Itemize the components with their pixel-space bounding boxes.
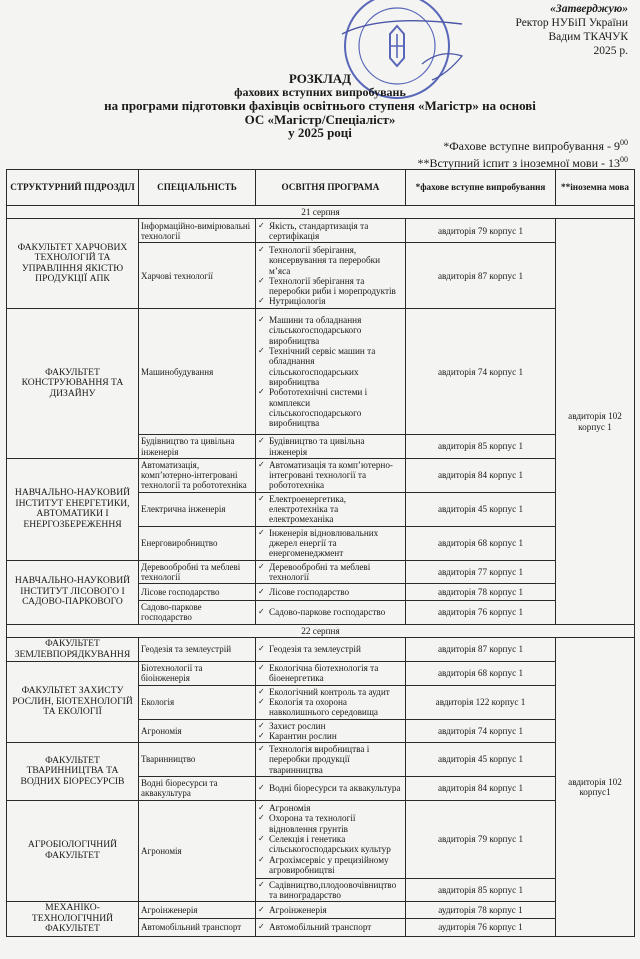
room-cell: аудиторія 78 корпус 1 bbox=[406, 902, 556, 919]
header-foreign-language: **іноземна мова bbox=[556, 170, 635, 206]
room-cell: авдиторія 84 корпус 1 bbox=[406, 777, 556, 801]
program-item: ✓ Водні біоресурси та аквакультура bbox=[258, 783, 403, 793]
program-cell bbox=[256, 800, 406, 878]
program-item: ✓ Агрономія bbox=[258, 803, 403, 813]
room-cell: авдиторія 79 корпус 1 bbox=[406, 219, 556, 243]
specialty-cell: Харчові технології bbox=[139, 243, 256, 309]
room-cell: авдиторія 68 корпус 1 bbox=[406, 662, 556, 686]
program-cell bbox=[256, 878, 406, 902]
program-item: ✓ Автомобільний транспорт bbox=[258, 922, 403, 932]
program-cell bbox=[256, 560, 406, 584]
room-cell: авдиторія 45 корпус 1 bbox=[406, 743, 556, 777]
program-item: ✓ Садово-паркове господарство bbox=[258, 607, 403, 617]
specialty-cell: Тваринництво bbox=[139, 743, 256, 777]
document-subtitle-1: фахових вступних випробувань bbox=[234, 84, 406, 99]
program-item: ✓ Агроінженерія bbox=[258, 905, 403, 915]
program-cell bbox=[256, 719, 406, 743]
specialty-cell: Інформаційно-вимірювальні технології bbox=[139, 219, 256, 243]
table-row bbox=[7, 662, 635, 686]
specialty-cell: Деревообробні та меблеві технології bbox=[139, 560, 256, 584]
program-item: ✓ Екологічна біотехнологія та біоенергетика bbox=[258, 663, 403, 684]
faculty-cell: НАВЧАЛЬНО-НАУКОВИЙ ІНСТИТУТ ЛІСОВОГО І САДОВО-ПАРКОВОГО bbox=[7, 560, 139, 624]
program-item: ✓ Інженерія відновлювальних джерел енергії та енергоменеджмент bbox=[258, 528, 403, 559]
program-item: ✓ Екологія та охорона навколишнього середовища bbox=[258, 697, 403, 718]
faculty-cell: ФАКУЛЬТЕТ КОНСТРУЮВАННЯ ТА ДИЗАЙНУ bbox=[7, 309, 139, 459]
program-cell bbox=[256, 601, 406, 625]
faculty-cell: ФАКУЛЬТЕТ ЗАХИСТУ РОСЛИН, БІОТЕХНОЛОГІЙ ТА ЕКОЛОГІЇ bbox=[7, 662, 139, 743]
program-item: ✓ Карантин рослин bbox=[258, 731, 403, 741]
program-item: ✓ Садівництво,плодоовочівництво та виноградарство bbox=[258, 880, 403, 901]
schedule-table bbox=[6, 169, 635, 937]
table-row bbox=[7, 560, 635, 584]
approval-label: «Затверджую» bbox=[550, 3, 628, 15]
room-cell: авдиторія 122 корпус 1 bbox=[406, 685, 556, 719]
table-row bbox=[7, 638, 635, 662]
specialty-cell: Лісове господарство bbox=[139, 584, 256, 601]
program-cell bbox=[256, 458, 406, 492]
program-item: ✓ Автоматизація та комп’ютерно-інтегровані технології та робототехніка bbox=[258, 460, 403, 491]
room-cell: авдиторія 85 корпус 1 bbox=[406, 435, 556, 459]
faculty-cell: МЕХАНІКО-ТЕХНОЛОГІЧНИЙ ФАКУЛЬТЕТ bbox=[7, 902, 139, 937]
note-foreign-language-exam: **Вступний іспит з іноземної мови - $13^{00}$ bbox=[417, 155, 628, 170]
room-cell: авдиторія 85 корпус 1 bbox=[406, 878, 556, 902]
program-item: ✓ Будівництво та цивільна інженерія bbox=[258, 436, 403, 457]
header-specialty: СПЕЦІАЛЬНІСТЬ bbox=[139, 170, 256, 206]
specialty-cell: Машинобудування bbox=[139, 309, 256, 435]
room-cell: авдиторія 87 корпус 1 bbox=[406, 243, 556, 309]
program-item: ✓ Охорона та технології відновлення грунтів bbox=[258, 813, 403, 834]
date-row bbox=[7, 624, 635, 637]
faculty-cell: ФАКУЛЬТЕТ ХАРЧОВИХ ТЕХНОЛОГІЙ ТА УПРАВЛІННЯ ЯКІСТЮ ПРОДУКЦІЇ АПК bbox=[7, 219, 139, 309]
room-cell: авдиторія 74 корпус 1 bbox=[406, 309, 556, 435]
program-item: ✓ Нутриціологія bbox=[258, 296, 403, 306]
table-row bbox=[7, 219, 635, 243]
header-professional-exam: *фахове вступне випробування bbox=[406, 170, 556, 206]
specialty-cell: Геодезія та землеустрій bbox=[139, 638, 256, 662]
program-cell bbox=[256, 777, 406, 801]
specialty-cell: Агрономія bbox=[139, 719, 256, 743]
room-cell: авдиторія 78 корпус 1 bbox=[406, 584, 556, 601]
program-cell bbox=[256, 243, 406, 309]
faculty-cell: ФАКУЛЬТЕТ ТВАРИННИЦТВА ТА ВОДНИХ БІОРЕСУРСІВ bbox=[7, 743, 139, 800]
table-row bbox=[7, 458, 635, 492]
table-row bbox=[7, 902, 635, 919]
program-cell bbox=[256, 919, 406, 936]
document-heading bbox=[0, 72, 640, 140]
program-item: ✓ Технічний сервіс машин та обладнання сільськогосподарських виробництва bbox=[258, 346, 403, 387]
room-cell: авдиторія 79 корпус 1 bbox=[406, 800, 556, 878]
approval-year: 2025 р. bbox=[593, 45, 628, 57]
program-item: ✓ Деревообробні та меблеві технології bbox=[258, 562, 403, 583]
program-cell bbox=[256, 662, 406, 686]
document-subtitle-3: ОС «Магістр/Спеціаліст» bbox=[244, 111, 396, 127]
program-item: ✓ Захист рослин bbox=[258, 721, 403, 731]
specialty-cell: Водні біоресурси та аквакультура bbox=[139, 777, 256, 801]
approval-block bbox=[515, 2, 628, 58]
specialty-cell: Біотехнології та біоінженерія bbox=[139, 662, 256, 686]
document-subtitle-4: у 2025 році bbox=[288, 125, 352, 140]
language-room-cell: авдиторія 102 корпус1 bbox=[556, 638, 635, 937]
program-item: ✓ Геодезія та землеустрій bbox=[258, 644, 403, 654]
note-professional-exam: *Фахове вступне випробування - $9^{00}$ bbox=[443, 138, 628, 153]
program-cell bbox=[256, 309, 406, 435]
program-cell bbox=[256, 492, 406, 526]
specialty-cell: Екологія bbox=[139, 685, 256, 719]
table-header-row bbox=[7, 170, 635, 206]
program-cell bbox=[256, 685, 406, 719]
program-item: ✓ Лісове господарство bbox=[258, 587, 403, 597]
program-item: ✓ Технології зберігання, консервування та переробки м’яса bbox=[258, 245, 403, 276]
program-item: ✓ Селекція і генетика сільськогосподарських культур bbox=[258, 834, 403, 855]
program-cell bbox=[256, 743, 406, 777]
program-item: ✓ Робототехнічні системи і комплекси сільськогосподарського виробництва bbox=[258, 387, 403, 428]
specialty-cell: Агрономія bbox=[139, 800, 256, 902]
table-row bbox=[7, 800, 635, 878]
approval-name: Вадим ТКАЧУК bbox=[548, 31, 628, 43]
room-cell: авдиторія 45 корпус 1 bbox=[406, 492, 556, 526]
program-item: ✓ Екологічний контроль та аудит bbox=[258, 687, 403, 697]
date-row bbox=[7, 206, 635, 219]
table-row bbox=[7, 743, 635, 777]
program-cell bbox=[256, 219, 406, 243]
program-cell bbox=[256, 526, 406, 560]
date-cell: 21 серпня bbox=[7, 206, 635, 219]
program-cell bbox=[256, 638, 406, 662]
program-item: ✓ Технологія виробництва і переробки продукції тваринництва bbox=[258, 744, 403, 775]
program-item: ✓ Якість, стандартизація та сертифікація bbox=[258, 221, 403, 242]
program-item: ✓ Агрохімсервіс у прецизійному агровиробництві bbox=[258, 855, 403, 876]
specialty-cell: Агроінженерія bbox=[139, 902, 256, 919]
program-cell bbox=[256, 435, 406, 459]
faculty-cell: НАВЧАЛЬНО-НАУКОВИЙ ІНСТИТУТ ЕНЕРГЕТИКИ, АВТОМАТИКИ І ЕНЕРГОЗБЕРЕЖЕННЯ bbox=[7, 458, 139, 560]
room-cell: авдиторія 74 корпус 1 bbox=[406, 719, 556, 743]
specialty-cell: Електрична інженерія bbox=[139, 492, 256, 526]
specialty-cell: Автомобільний транспорт bbox=[139, 919, 256, 936]
date-cell: 22 серпня bbox=[7, 624, 635, 637]
document-subtitle-2: на програми підготовки фахівців освітнього ступеня «Магістр» на основі bbox=[104, 98, 536, 113]
room-cell: авдиторія 76 корпус 1 bbox=[406, 601, 556, 625]
program-cell bbox=[256, 584, 406, 601]
table-row bbox=[7, 309, 635, 435]
faculty-cell: ФАКУЛЬТЕТ ЗЕМЛЕВПОРЯДКУВАННЯ bbox=[7, 638, 139, 662]
document-title: РОЗКЛАД bbox=[288, 71, 352, 86]
language-room-cell: авдиторія 102 корпус 1 bbox=[556, 219, 635, 624]
room-cell: авдиторія 68 корпус 1 bbox=[406, 526, 556, 560]
program-item: ✓ Електроенергетика, електротехніка та електромеханіка bbox=[258, 494, 403, 525]
program-item: ✓ Технології зберігання та переробки риби і морепродуктів bbox=[258, 276, 403, 297]
approval-position: Ректор НУБіП України bbox=[515, 17, 628, 29]
specialty-cell: Автоматизація, комп’ютерно-інтегровані технології та робототехніка bbox=[139, 458, 256, 492]
room-cell: авдиторія 84 корпус 1 bbox=[406, 458, 556, 492]
specialty-cell: Енерговиробництво bbox=[139, 526, 256, 560]
program-cell bbox=[256, 902, 406, 919]
room-cell: аудиторія 76 корпус 1 bbox=[406, 919, 556, 936]
header-program: ОСВІТНЯ ПРОГРАМА bbox=[256, 170, 406, 206]
header-unit: СТРУКТУРНИЙ ПІДРОЗДІЛ bbox=[7, 170, 139, 206]
room-cell: авдиторія 77 корпус 1 bbox=[406, 560, 556, 584]
specialty-cell: Садово-паркове господарство bbox=[139, 601, 256, 625]
faculty-cell: АГРОБІОЛОГІЧНИЙ ФАКУЛЬТЕТ bbox=[7, 800, 139, 902]
time-notes bbox=[418, 136, 628, 170]
specialty-cell: Будівництво та цивільна інженерія bbox=[139, 435, 256, 459]
room-cell: авдиторія 87 корпус 1 bbox=[406, 638, 556, 662]
program-item: ✓ Машини та обладнання сільськогосподарського виробництва bbox=[258, 315, 403, 346]
